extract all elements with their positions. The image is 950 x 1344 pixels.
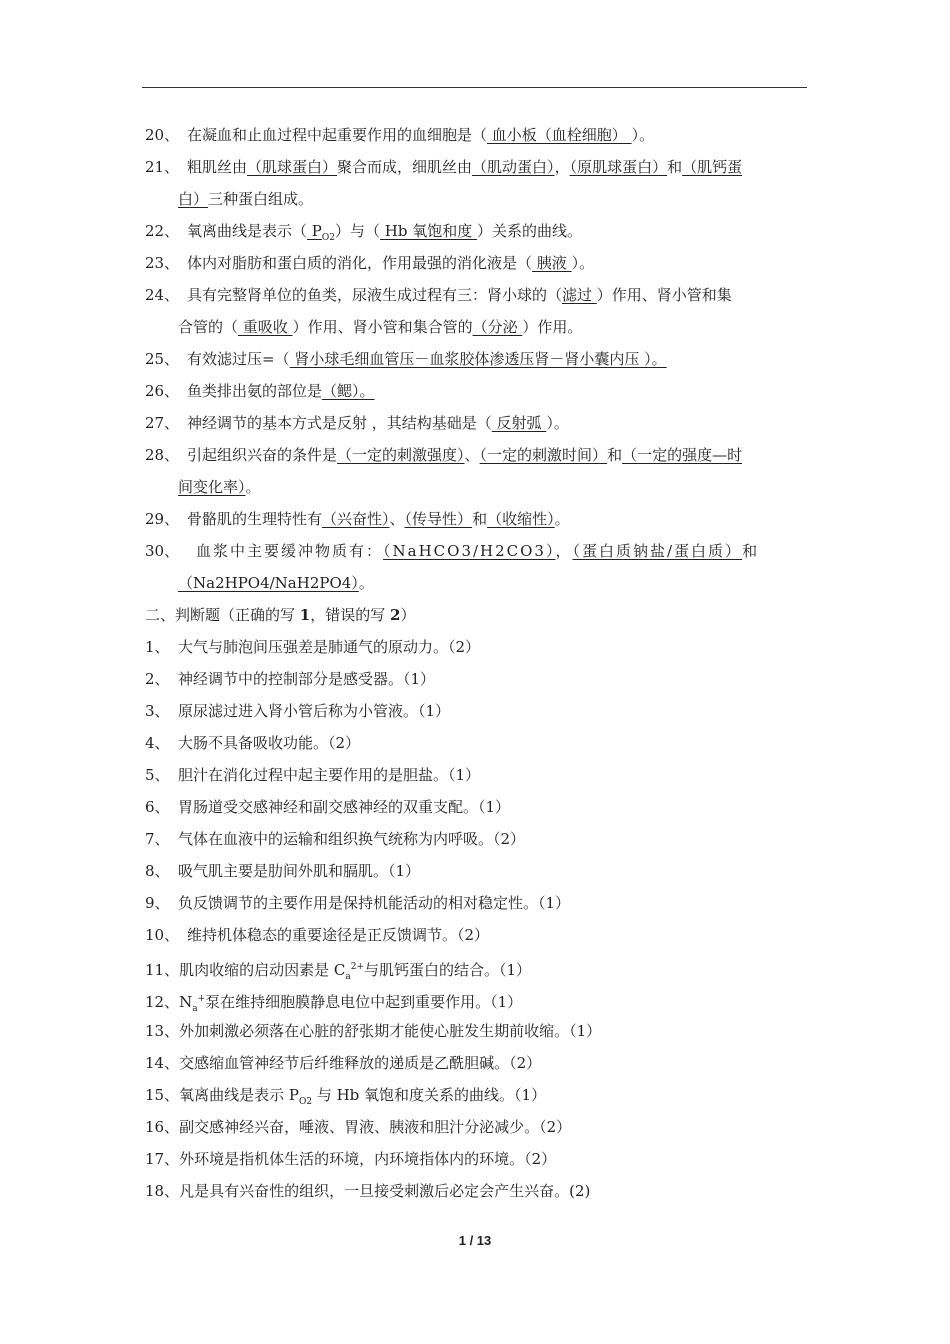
- header-rule: [142, 87, 807, 88]
- page-number: 1 / 13: [458, 1233, 492, 1248]
